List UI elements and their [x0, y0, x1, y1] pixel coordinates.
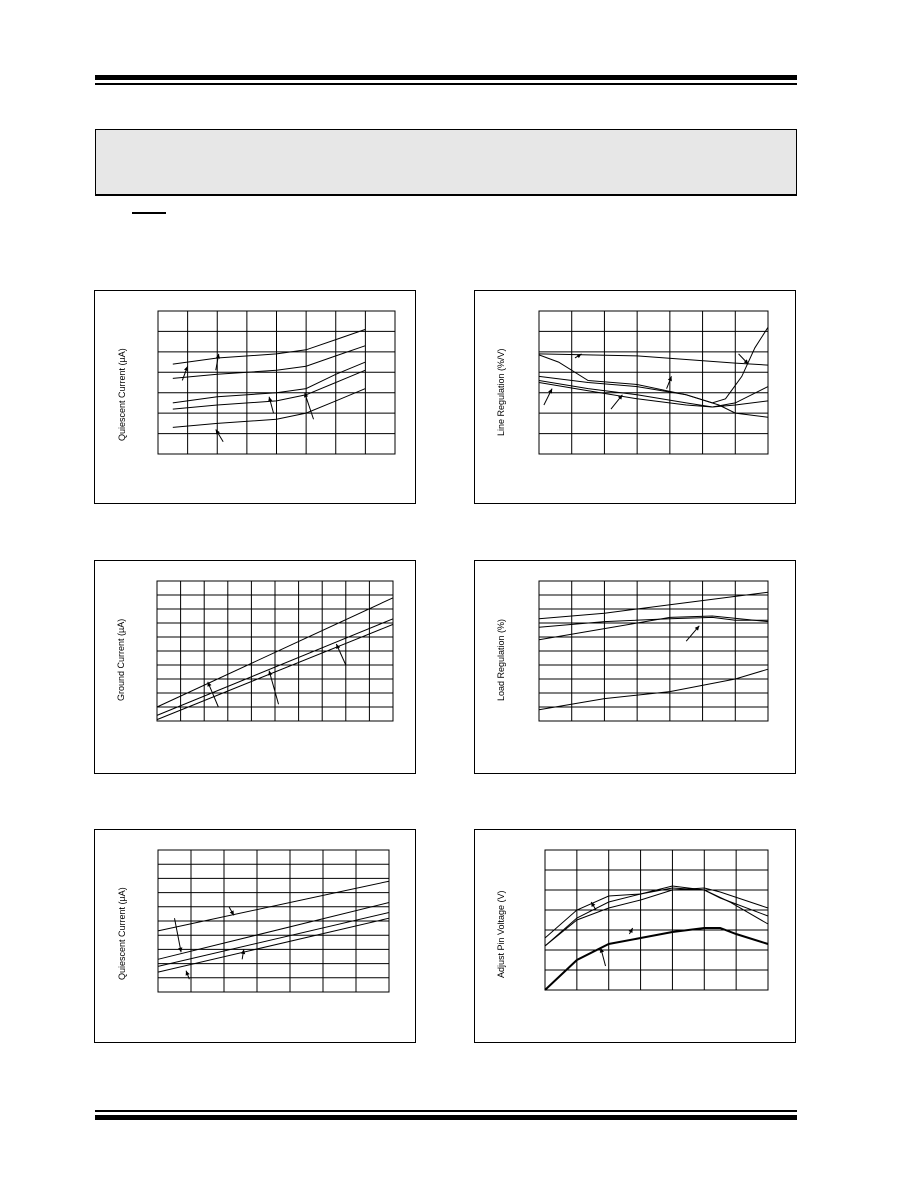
chart-1-svg	[95, 291, 417, 505]
chart-panel-6	[474, 829, 796, 1043]
chart-panel-2	[474, 290, 796, 504]
chart-6-series-4	[545, 928, 768, 990]
chart-panel-5	[94, 829, 416, 1043]
chart-panel-1	[94, 290, 416, 504]
chart-4-series-4	[539, 669, 768, 710]
chart-4-series-1	[539, 592, 768, 619]
chart-2-svg	[475, 291, 797, 505]
chart-5-svg	[95, 830, 417, 1044]
chart-6-ylabel: Adjust Pin Voltage (V)	[496, 890, 506, 978]
chart-4-series-3	[539, 617, 768, 627]
chart-2-series-4	[539, 381, 768, 408]
note-underline	[132, 212, 166, 214]
footer-rule-thick	[95, 1115, 797, 1120]
chart-1-ylabel: Quiescent Current (µA)	[117, 348, 127, 441]
footer-rule-thin	[95, 1110, 797, 1112]
section-title-box	[95, 129, 797, 196]
chart-5-series-1	[158, 881, 389, 931]
header-rule-thick	[95, 75, 797, 80]
chart-2-series-3	[539, 327, 768, 403]
chart-5-series-2	[158, 903, 389, 960]
chart-6-svg	[475, 830, 797, 1044]
chart-3-leader-line	[269, 671, 278, 705]
chart-1-series-1	[173, 329, 366, 364]
chart-6-plot-frame	[545, 850, 768, 990]
chart-2-ylabel: Line Regulation (%/V)	[496, 348, 506, 436]
chart-panel-4	[474, 560, 796, 774]
chart-1-leader-arrowhead	[216, 354, 220, 359]
chart-3-svg	[95, 561, 417, 775]
chart-4-svg	[475, 561, 797, 775]
chart-1-series-5	[173, 389, 366, 428]
chart-4-ylabel: Load Regulation (%)	[496, 618, 506, 701]
header-rule-thin	[95, 83, 797, 85]
chart-panel-3	[94, 560, 416, 774]
chart-3-ylabel: Ground Current (µA)	[116, 618, 126, 701]
chart-5-ylabel: Quiescent Current (µA)	[117, 887, 127, 980]
chart-2-series-1	[539, 354, 768, 365]
chart-2-plot-frame	[539, 311, 768, 454]
